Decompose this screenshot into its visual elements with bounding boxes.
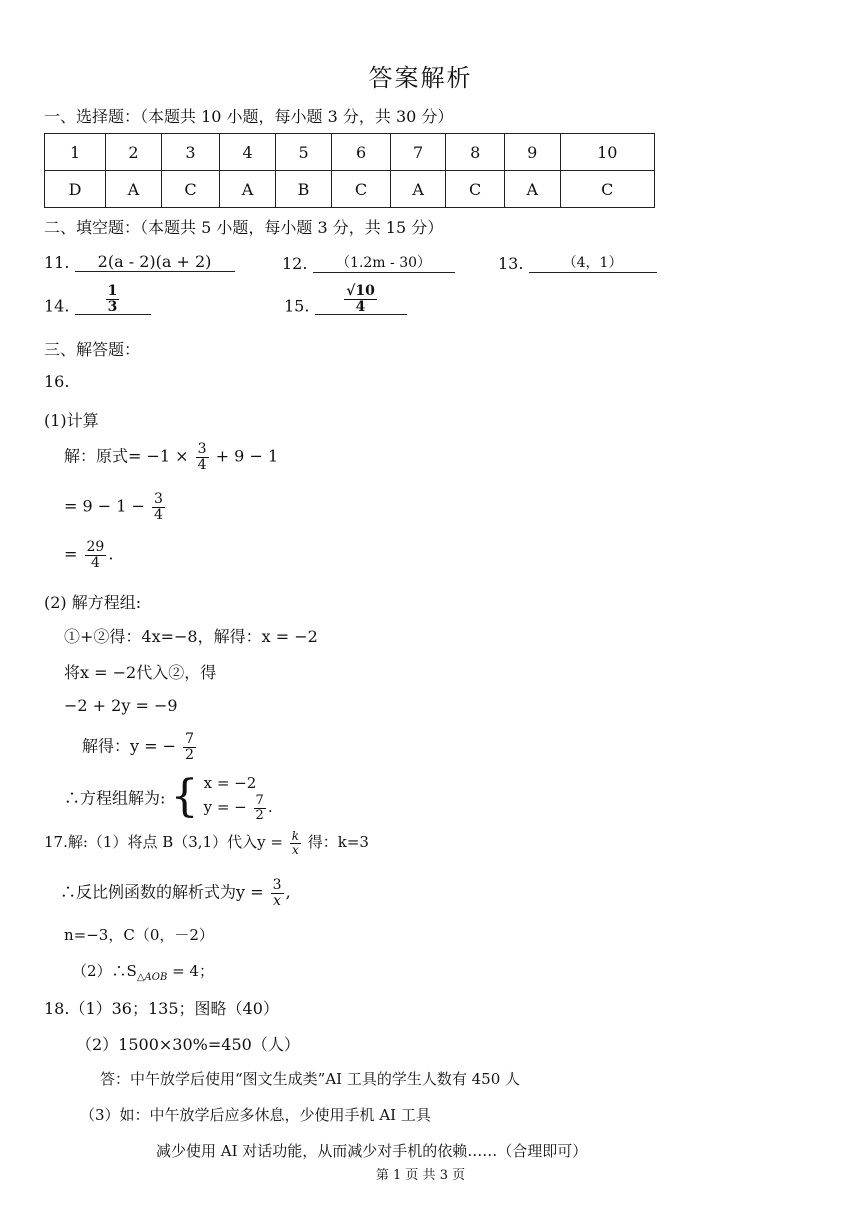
- q18-line5: 减少使用 AI 对话功能，从而减少对手机的依赖……（合理即可）: [156, 1142, 588, 1160]
- system-row-2: [204, 794, 273, 822]
- q18-line1: 18.（1）36；135；图略（40）: [44, 999, 279, 1018]
- answer-table: [44, 133, 655, 208]
- question-number: 8: [446, 134, 505, 171]
- page-title: 答案解析: [368, 64, 473, 92]
- q17-l4-tail: = 4；: [167, 962, 214, 980]
- answer-cell: A: [504, 171, 560, 208]
- answer-cell: C: [560, 171, 655, 208]
- q17-l1-fraction: [290, 830, 301, 856]
- q17-l1-text: 17.解:（1）将点 B（3,1）代入y =: [44, 833, 283, 852]
- fill-q12: [282, 252, 455, 273]
- answer-cell: D: [45, 171, 106, 208]
- system-row-2-text: y = −: [203, 798, 247, 817]
- fill-q14: [44, 284, 151, 315]
- fill-q15: [284, 284, 407, 315]
- system-row-2-tail: .: [267, 798, 273, 817]
- q16-p1-l2-text: = 9 − 1 −: [64, 496, 145, 516]
- q16-p1-line3: [64, 540, 113, 570]
- q16-p1-l1-tail: + 9 − 1: [215, 446, 279, 466]
- q15-denominator: 4: [355, 298, 366, 315]
- q13-answer: （4，1）: [529, 252, 657, 273]
- left-brace-icon: {: [170, 771, 199, 823]
- q16-p2-line4: [82, 732, 198, 762]
- q16-p2-l4-text: 解得：y = −: [82, 736, 177, 756]
- denominator: 4: [90, 554, 100, 571]
- table-row: [45, 171, 655, 208]
- page-footer: 第 1 页 共 3 页: [375, 1168, 466, 1183]
- q17-l2-text: ∴反比例函数的解析式为y =: [60, 882, 264, 902]
- q16-p2-line2: 将x = −2代入②，得: [64, 663, 217, 682]
- fill-q11: [44, 252, 235, 272]
- table-row: [45, 134, 655, 171]
- fill-q13: [498, 252, 657, 273]
- numerator: 7: [255, 793, 264, 808]
- answer-cell: C: [161, 171, 220, 208]
- q11-answer: 2(a - 2)(a + 2): [75, 252, 235, 272]
- question-number: 3: [161, 134, 220, 171]
- question-number: 4: [220, 134, 276, 171]
- numerator: 3: [272, 877, 282, 893]
- answer-cell: A: [390, 171, 446, 208]
- q16-part2-label: (2) 解方程组:: [44, 593, 142, 612]
- q14-fraction: [106, 284, 120, 314]
- q15-fraction: [344, 284, 377, 314]
- q16-p1-line2: [64, 492, 167, 522]
- q16-p2-line1: ①+②得：4x=−8，解得：x = −2: [64, 627, 318, 646]
- question-number: 2: [106, 134, 162, 171]
- q18-line4: （3）如：中午放学后应多休息，少使用手机 AI 工具: [80, 1106, 431, 1124]
- q17-l2-fraction: [271, 878, 284, 908]
- q18-line2: （2）1500×30%=450（人）: [76, 1035, 300, 1054]
- answer-cell: A: [106, 171, 162, 208]
- q14-denominator: 3: [107, 298, 118, 315]
- q17-line1: [44, 830, 369, 856]
- q16-part1-label: (1)计算: [44, 411, 99, 430]
- question-number: 1: [45, 134, 106, 171]
- answer-cell: A: [220, 171, 276, 208]
- q16-p1-line1: [64, 442, 278, 472]
- denominator: 4: [197, 456, 207, 473]
- q15-numerator: √10: [346, 283, 375, 299]
- question-number: 5: [275, 134, 331, 171]
- question-number: 9: [504, 134, 560, 171]
- q17-line4: [72, 960, 214, 983]
- numerator: 3: [154, 491, 163, 507]
- q17-l1-tail: 得：k=3: [307, 833, 369, 852]
- q17-l4-text: （2）∴S: [72, 962, 137, 980]
- numerator: 29: [86, 539, 105, 555]
- q11-label: 11.: [44, 253, 70, 272]
- section-heading-choice: 一、选择题：（本题共 10 小题，每小题 3 分，共 30 分）: [44, 107, 454, 126]
- q15-blank: [315, 284, 407, 315]
- q14-blank: [75, 284, 151, 315]
- answer-cell: C: [446, 171, 505, 208]
- equation-system: [204, 772, 273, 822]
- q13-label: 13.: [498, 254, 524, 273]
- system-row-1: x = −2: [203, 774, 257, 792]
- denominator: x: [273, 892, 282, 909]
- q14-numerator: 1: [107, 283, 118, 299]
- q16-p1-l2-fraction: [152, 492, 165, 522]
- q17-l4-subscript: △AOB: [136, 972, 168, 983]
- question-number: 6: [332, 134, 391, 171]
- q16-p2-line3: −2 + 2y = −9: [64, 696, 178, 715]
- q17-line3: n=−3，C（0，－2）: [64, 926, 214, 944]
- q14-label: 14.: [44, 296, 70, 316]
- q16-p1-l3-fraction: [85, 540, 107, 570]
- question-number: 7: [390, 134, 446, 171]
- answer-cell: C: [332, 171, 391, 208]
- numerator: 3: [197, 441, 207, 457]
- denominator: 2: [185, 746, 195, 763]
- q12-answer: （1.2m - 30）: [313, 252, 455, 273]
- section-heading-fill: 二、填空题：（本题共 5 小题，每小题 3 分，共 15 分）: [44, 218, 444, 237]
- q12-label: 12.: [282, 254, 308, 273]
- denominator: 2: [255, 807, 264, 823]
- denominator: 4: [154, 506, 163, 523]
- q18-line3: 答：中午放学后使用“图文生成类”AI 工具的学生人数有 450 人: [100, 1070, 521, 1088]
- q16-p2-line5: [64, 772, 273, 822]
- question-number: 10: [560, 134, 655, 171]
- section-heading-solve: 三、解答题：: [44, 340, 141, 359]
- answer-cell: B: [275, 171, 331, 208]
- q16-p2-l5-text: ∴方程组解为:: [64, 788, 166, 808]
- q16-p1-l3-text: =: [64, 544, 78, 564]
- q16-p2-l4-fraction: [183, 732, 196, 762]
- denominator: x: [291, 842, 299, 857]
- q17-line2: [60, 878, 291, 908]
- q16-p1-l1-fraction: [196, 442, 209, 472]
- q16-label: 16.: [44, 372, 70, 391]
- q15-label: 15.: [284, 296, 310, 316]
- q17-l2-tail: ,: [285, 882, 291, 902]
- system-row-2-fraction: [254, 794, 266, 822]
- numerator: k: [291, 829, 299, 843]
- numerator: 7: [185, 731, 195, 747]
- q16-p1-l3-tail: .: [108, 544, 114, 564]
- q16-p1-l1-text: 解：原式= −1 ×: [64, 446, 189, 466]
